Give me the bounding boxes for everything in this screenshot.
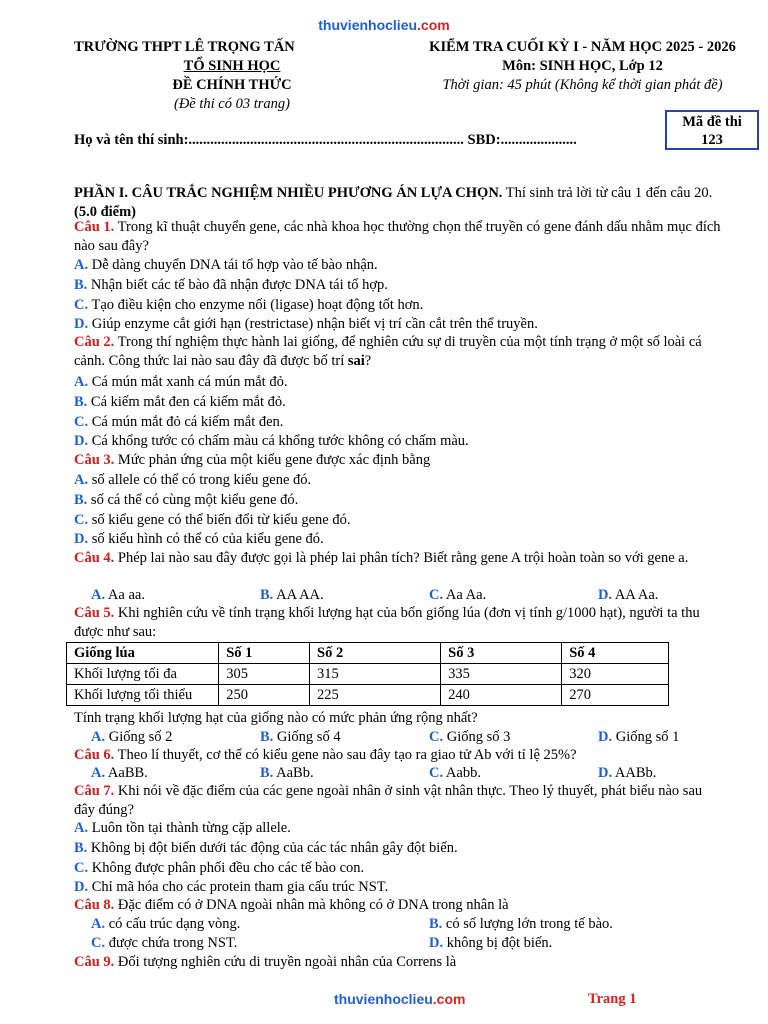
school-name: TRƯỜNG THPT LÊ TRỌNG TẤN <box>74 39 295 55</box>
question-text: Trong thí nghiệm thực hành lai giống, để nghiên cứu sự di truyền của một tính trạng ở một số loài cá cảnh. Công thức lai nào sau đây đã được bố trí <box>74 334 702 369</box>
question-label: Câu 1. <box>74 219 115 235</box>
q8-option-a[interactable] <box>91 915 240 934</box>
part1-points: (5.0 điểm) <box>74 204 137 220</box>
option-text: Không được phân phối đều cho các tế bào con. <box>88 860 365 876</box>
q4-stem <box>74 549 724 568</box>
page-count-note: (Đề thi có 03 trang) <box>174 96 290 112</box>
option-text: AA AA. <box>273 587 324 603</box>
option-text: Giúp enzyme cắt giới hạn (restrictase) nhận biết vị trí cần cắt trên thể truyền. <box>88 316 538 332</box>
option-letter: D. <box>74 316 89 332</box>
q6-option-a[interactable] <box>91 764 148 783</box>
question-label: Câu 5. <box>74 605 115 621</box>
table-cell: 335 <box>441 664 562 685</box>
option-text: Tạo điều kiện cho enzyme nối (ligase) hoạt động tốt hơn. <box>88 297 424 313</box>
question-text: Đặc điểm có ở DNA ngoài nhân mà không có ở DNA trong nhân là <box>114 897 509 913</box>
q2-stem <box>74 333 724 371</box>
q6-option-b[interactable] <box>260 764 314 783</box>
option-text: Cá kiếm mắt đen cá kiếm mắt đỏ. <box>87 394 286 410</box>
option-letter: A. <box>91 587 106 603</box>
table-cell: 270 <box>562 685 669 706</box>
part1-heading <box>74 184 724 222</box>
q7-option-d[interactable] <box>74 878 388 897</box>
option-letter: B. <box>74 394 88 410</box>
option-letter: B. <box>429 916 443 932</box>
option-letter: C. <box>429 765 444 781</box>
question-text: Mức phản ứng của một kiểu gene được xác định bằng <box>114 452 431 468</box>
option-letter: A. <box>74 257 89 273</box>
site-watermark-top[interactable] <box>0 16 768 35</box>
option-text: Giống số 4 <box>273 729 341 745</box>
option-text: số allele có thể có trong kiểu gene đó. <box>88 472 312 488</box>
option-letter: C. <box>74 512 89 528</box>
option-letter: A. <box>74 820 89 836</box>
option-text: Aa Aa. <box>443 587 487 603</box>
question-text-emphasis: sai <box>347 353 365 369</box>
table-cell: 315 <box>310 664 441 685</box>
part1-instruction: Thí sinh trả lời từ câu 1 đến câu 20. <box>502 185 713 201</box>
option-letter: A. <box>91 729 106 745</box>
option-text: Cá mún mắt đỏ cá kiếm mắt đen. <box>88 414 284 430</box>
option-text: Aabb. <box>443 765 481 781</box>
table-header-row <box>67 643 669 664</box>
q7-option-c[interactable] <box>74 859 364 878</box>
q2-option-b[interactable] <box>74 393 286 412</box>
q8-option-c[interactable] <box>91 934 237 953</box>
q6-stem <box>74 746 724 765</box>
q5-option-d[interactable] <box>598 728 679 747</box>
question-text: Phép lai nào sau đây được gọi là phép lai phân tích? Biết rằng gene A trội hoàn toàn so với gene a. <box>114 550 689 566</box>
option-text: Cá mún mắt xanh cá mún mắt đỏ. <box>88 374 288 390</box>
option-text: Giống số 1 <box>612 729 680 745</box>
question-label: Câu 9. <box>74 954 115 970</box>
option-letter: B. <box>260 765 274 781</box>
option-text: không bị đột biến. <box>443 935 553 951</box>
option-letter: C. <box>91 935 106 951</box>
exam-code-value: 123 <box>701 132 723 148</box>
q2-option-c[interactable] <box>74 413 283 432</box>
q9-stem <box>74 953 724 972</box>
table-header-cell: Giống lúa <box>67 643 219 664</box>
table-row <box>67 685 669 706</box>
exam-code-box <box>665 110 759 150</box>
q2-option-d[interactable] <box>74 432 469 451</box>
option-letter: B. <box>74 840 88 856</box>
option-letter: B. <box>74 277 88 293</box>
option-text: số cá thể có cùng một kiểu gene đó. <box>87 492 299 508</box>
option-text: được chứa trong NST. <box>105 935 238 951</box>
option-letter: D. <box>598 765 613 781</box>
option-letter: C. <box>429 729 444 745</box>
department-name: TỔ SINH HỌC <box>183 58 281 74</box>
option-text: AABb. <box>612 765 657 781</box>
option-letter: D. <box>74 879 89 895</box>
q3-stem <box>74 451 724 470</box>
option-text: AA Aa. <box>612 587 659 603</box>
q5-option-a[interactable] <box>91 728 172 747</box>
page-number: Trang 1 <box>588 991 637 1007</box>
question-text: Theo lí thuyết, cơ thể có kiểu gene nào sau đây tạo ra giao tử Ab với tỉ lệ 25%? <box>114 747 577 763</box>
question-label: Câu 6. <box>74 747 115 763</box>
table-cell: 305 <box>219 664 310 685</box>
q1-option-d[interactable] <box>74 315 538 334</box>
question-text: Khi nghiên cứu về tính trạng khối lượng hạt của bốn giống lúa (đơn vị tính g/1000 hạt), người ta thu được như sau: <box>74 605 700 640</box>
time-line: Thời gian: 45 phút (Không kể thời gian phát đề) <box>442 77 723 93</box>
q4-option-d[interactable] <box>598 586 658 605</box>
table-cell: Khối lượng tối thiểu <box>67 685 219 706</box>
q8-stem <box>74 896 724 915</box>
subject-line: Môn: SINH HỌC, Lớp 12 <box>502 58 663 74</box>
q7-stem <box>74 782 724 820</box>
table-header-cell: Số 1 <box>219 643 310 664</box>
option-letter: D. <box>598 729 613 745</box>
option-text: Cá khổng tước có chấm màu cá khổng tước không có chấm màu. <box>88 433 469 449</box>
option-letter: A. <box>91 765 106 781</box>
option-letter: A. <box>74 472 89 488</box>
part1-title: PHẦN I. CÂU TRẮC NGHIỆM NHIỀU PHƯƠNG ÁN LỰA CHỌN. <box>74 185 503 201</box>
q3-option-c[interactable] <box>74 511 350 530</box>
option-letter: C. <box>74 860 89 876</box>
exam-code-label: Mã đề thi <box>682 114 742 130</box>
q5-option-b[interactable] <box>260 728 341 747</box>
site-tld: .com <box>432 991 466 1007</box>
option-text: số kiểu gene có thể biến đổi từ kiểu gene đó. <box>88 512 351 528</box>
option-letter: B. <box>74 492 88 508</box>
q4-option-c[interactable] <box>429 586 486 605</box>
question-text: Đối tượng nghiên cứu di truyền ngoài nhân của Correns là <box>114 954 457 970</box>
option-text: Giống số 3 <box>443 729 511 745</box>
option-text: có cấu trúc dạng vòng. <box>105 916 241 932</box>
table-body <box>67 664 669 706</box>
question-text-end: ? <box>364 353 372 369</box>
q1-stem <box>74 218 724 256</box>
option-letter: C. <box>429 587 444 603</box>
rice-yield-table <box>66 642 669 706</box>
table-cell: 250 <box>219 685 310 706</box>
exam-title: KIỂM TRA CUỐI KỲ I - NĂM HỌC 2025 - 2026 <box>429 39 736 55</box>
q1-option-a[interactable] <box>74 256 378 275</box>
site-name: thuvienhoclieu <box>318 17 418 33</box>
table-header-cell: Số 3 <box>441 643 562 664</box>
q7-option-a[interactable] <box>74 819 291 838</box>
q4-option-b[interactable] <box>260 586 324 605</box>
option-text: có số lượng lớn trong tế bào. <box>442 916 613 932</box>
student-info-line: Họ và tên thí sinh:............................................................................ SBD:..................... <box>74 132 577 148</box>
q3-option-a[interactable] <box>74 471 311 490</box>
option-letter: D. <box>74 433 89 449</box>
question-label: Câu 7. <box>74 783 115 799</box>
question-label: Câu 3. <box>74 452 115 468</box>
table-cell: Khối lượng tối đa <box>67 664 219 685</box>
q6-option-c[interactable] <box>429 764 481 783</box>
table-cell: 240 <box>441 685 562 706</box>
option-text: số kiểu hình có thể có của kiểu gene đó. <box>88 531 324 547</box>
option-letter: A. <box>91 916 106 932</box>
q5-stem <box>74 604 724 642</box>
option-letter: C. <box>74 414 89 430</box>
question-label: Câu 8. <box>74 897 115 913</box>
q4-option-a[interactable] <box>91 586 145 605</box>
q5-option-c[interactable] <box>429 728 510 747</box>
option-letter: B. <box>260 587 274 603</box>
option-text: Chỉ mã hóa cho các protein tham gia cấu trúc NST. <box>88 879 389 895</box>
option-letter: D. <box>598 587 613 603</box>
option-text: Không bị đột biến dưới tác động của các tác nhân gây đột biến. <box>87 840 458 856</box>
question-label: Câu 2. <box>74 334 115 350</box>
option-text: Aa aa. <box>105 587 145 603</box>
option-text: AaBB. <box>105 765 148 781</box>
q1-option-b[interactable] <box>74 276 388 295</box>
option-letter: D. <box>429 935 444 951</box>
option-text: Luôn tồn tại thành từng cặp allele. <box>88 820 291 836</box>
q2-option-a[interactable] <box>74 373 287 392</box>
option-text: Giống số 2 <box>105 729 173 745</box>
q8-option-b[interactable] <box>429 915 613 934</box>
q6-option-d[interactable] <box>598 764 656 783</box>
option-letter: B. <box>260 729 274 745</box>
option-text: Dễ dàng chuyển DNA tái tổ hợp vào tế bào nhận. <box>88 257 378 273</box>
option-text: AaBb. <box>273 765 314 781</box>
site-name: thuvienhoclieu <box>334 991 433 1007</box>
table-header-cell: Số 4 <box>562 643 669 664</box>
option-letter: D. <box>74 531 89 547</box>
site-watermark-bottom[interactable] <box>334 990 465 1009</box>
q7-option-b[interactable] <box>74 839 458 858</box>
option-letter: A. <box>74 374 89 390</box>
q3-option-b[interactable] <box>74 491 298 510</box>
table-cell: 225 <box>310 685 441 706</box>
table-row <box>67 664 669 685</box>
question-text: Trong kĩ thuật chuyển gene, các nhà khoa học thường chọn thể truyền có gene đánh dấu nhằm mục đích nào sau đây? <box>74 219 721 254</box>
question-text: Khi nói về đặc điểm của các gene ngoài nhân ở sinh vật nhân thực. Theo lý thuyết, phát biểu nào sau đây đúng? <box>74 783 703 818</box>
option-letter: C. <box>74 297 89 313</box>
table-cell: 320 <box>562 664 669 685</box>
table-header-cell: Số 2 <box>310 643 441 664</box>
question-label: Câu 4. <box>74 550 115 566</box>
q8-option-d[interactable] <box>429 934 552 953</box>
option-text: Nhận biết các tế bào đã nhận được DNA tái tổ hợp. <box>87 277 388 293</box>
q3-option-d[interactable] <box>74 530 324 549</box>
site-tld: .com <box>417 17 450 33</box>
official-label: ĐỀ CHÍNH THỨC <box>172 77 292 93</box>
q5-followup: Tính trạng khối lượng hạt của giống nào có mức phản ứng rộng nhất? <box>74 710 478 726</box>
q1-option-c[interactable] <box>74 296 423 315</box>
